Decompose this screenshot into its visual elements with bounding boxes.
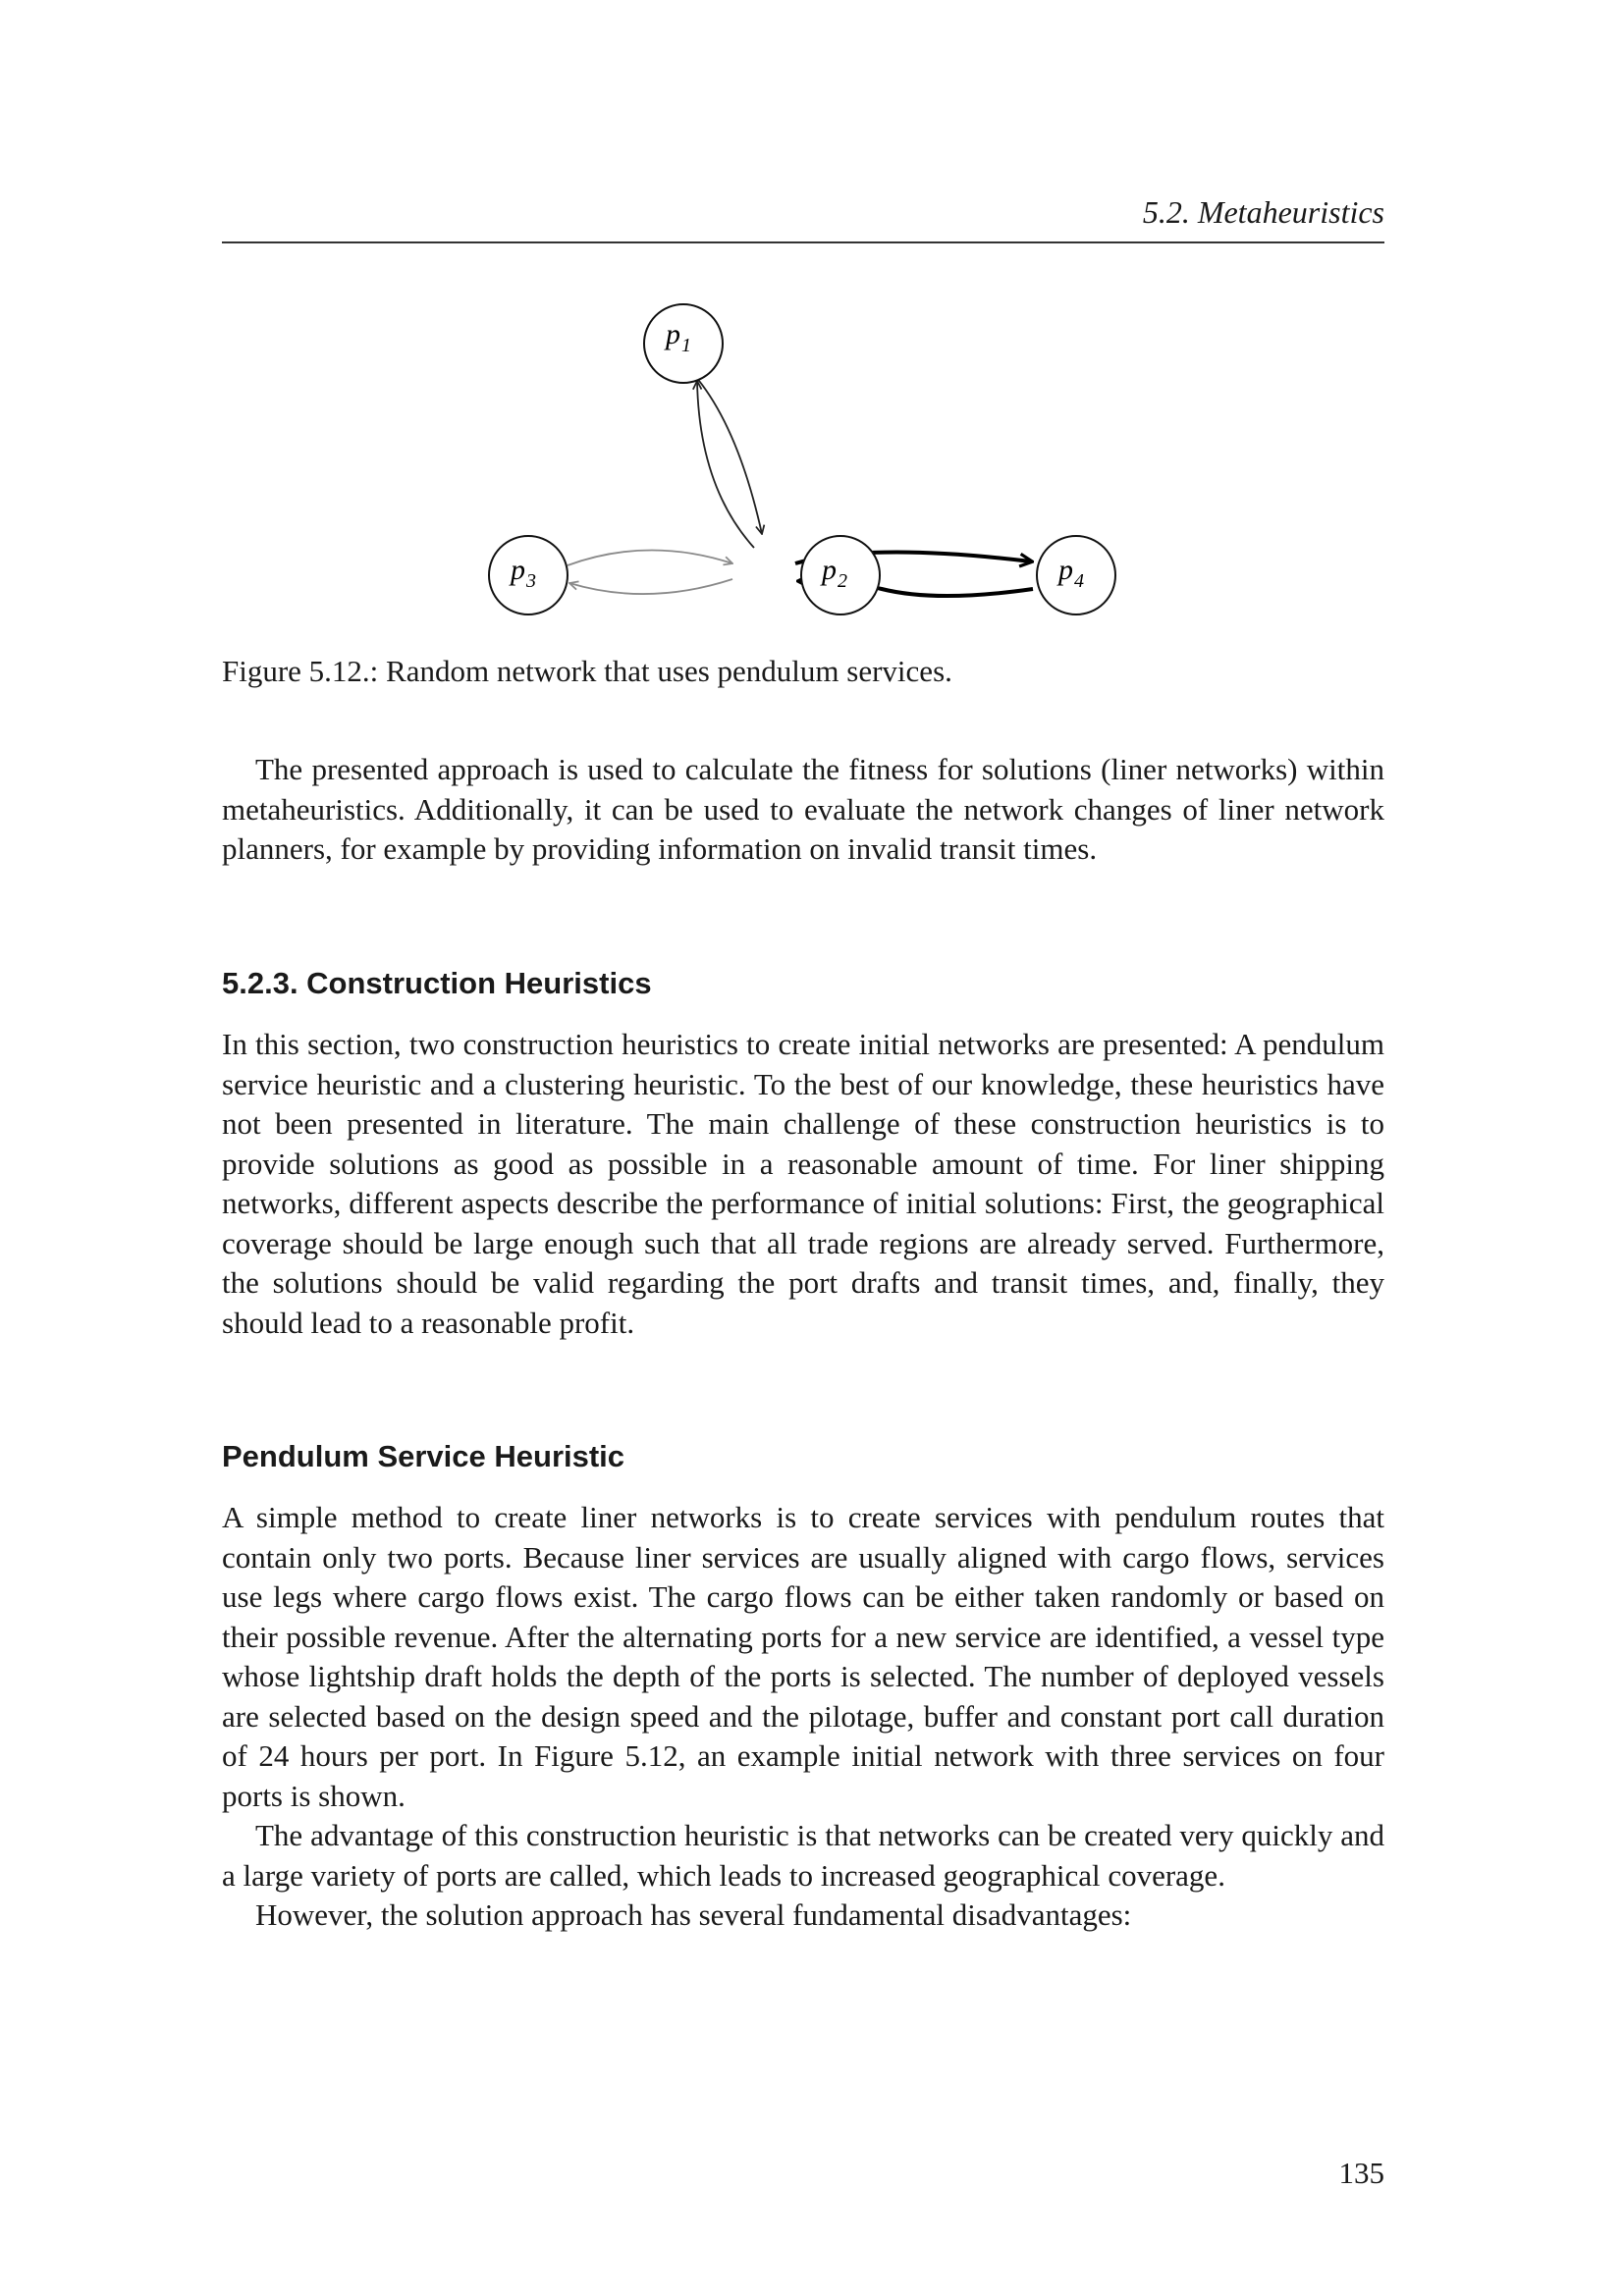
node-p3-subscript: 3 [526,570,536,592]
edge-p1-to-p2 [687,367,762,534]
node-p3 [489,536,568,614]
edge-p2-to-p1 [697,381,754,548]
page-number: 135 [1338,2156,1384,2190]
node-p1-label: p [666,318,680,350]
node-p3-label: p [511,554,525,586]
pendulum-paragraph-1: A simple method to create liner networks is to create services with pendulum routes that contain only two ports. Because liner services are usually aligned with cargo flows, services use legs where cargo flows exist. The cargo flows can be either taken randomly or based on their possible revenue. After the alternating ports for a new service are identified, a vessel type whose lightship draft holds the depth of the ports is selected. The number of deployed vessels are selected based on the design speed and the pilotage, buffer and constant port call duration of 24 hours per port. In Figure 5.12, an example initial network with three services on four ports is shown. [222,1500,1384,1813]
node-p2 [801,536,880,614]
pendulum-paragraph-2: The advantage of this construction heuristic is that networks can be created very quickly and a large variety of ports are called, which leads to increased geographical coverage. [222,1818,1384,1893]
node-p2-subscript: 2 [838,570,847,592]
node-p4-subscript: 4 [1074,570,1084,592]
figure-caption: Figure 5.12.: Random network that uses pendulum services. [222,654,952,688]
edge-p2-to-p3 [569,579,732,594]
edge-p3-to-p2 [568,550,732,565]
node-p2-label: p [822,554,837,586]
header-rule [222,241,1384,243]
node-p1 [644,304,723,383]
section-paragraph-block [222,1025,1384,1343]
intro-paragraph: The presented approach is used to calculate the fitness for solutions (liner networks) within metaheuristics. Additionally, it can be used to evaluate the network changes of liner network planners, for example by providing information on invalid transit times. [222,752,1384,866]
network-figure [471,291,1139,624]
pendulum-paragraph-3: However, the solution approach has several fundamental disadvantages: [255,1897,1132,1932]
pendulum-paragraphs-block [222,1498,1384,1936]
node-p1-subscript: 1 [681,335,691,356]
node-p4-label: p [1058,554,1073,586]
running-header: 5.2. Metaheuristics [1142,194,1384,230]
network-diagram [471,291,1139,624]
intro-paragraph-block [222,750,1384,870]
node-p4 [1037,536,1115,614]
section-heading: 5.2.3. Construction Heuristics [222,966,652,1000]
section-paragraph: In this section, two construction heuristics to create initial networks are presented: A pendulum service heuristic and a clustering heuristic. To the best of our knowledge, these heuristics have not been presented in literature. The main challenge of these construction heuristics is to provide solutions as good as possible in a reasonable amount of time. For liner shipping networks, different aspects describe the performance of initial solutions: First, the geographical coverage should be large enough such that all trade regions are already served. Furthermore, the solutions should be valid regarding the port drafts and transit times, and, finally, they should lead to a reasonable profit. [222,1027,1384,1340]
subsection-heading: Pendulum Service Heuristic [222,1439,625,1473]
